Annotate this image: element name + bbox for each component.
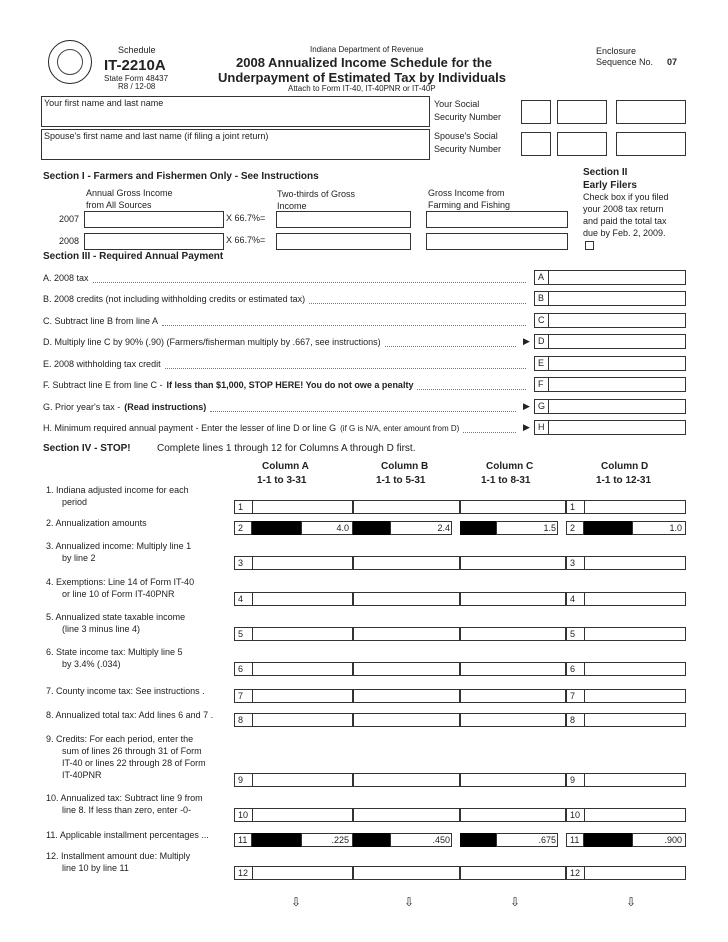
line-number: 7 bbox=[570, 691, 576, 701]
column-c-line-8-field[interactable] bbox=[460, 713, 566, 727]
column-b-line-9-field[interactable] bbox=[353, 773, 460, 787]
column-b-line-12-field[interactable] bbox=[353, 866, 460, 880]
section3-amount-field-d[interactable] bbox=[548, 334, 686, 349]
column-heading-name: Column B bbox=[381, 461, 429, 472]
section3-letter: C bbox=[538, 315, 545, 325]
state-form-number: State Form 48437 bbox=[104, 74, 169, 83]
department-name: Indiana Department of Revenue bbox=[310, 45, 424, 54]
section3-amount-field-c[interactable] bbox=[548, 313, 686, 328]
section3-line-text: A. 2008 tax bbox=[43, 273, 89, 283]
column-preset-value: .225 bbox=[331, 835, 349, 845]
section3-letter-box-a bbox=[534, 270, 549, 285]
multiplier-2008: X 66.7%= bbox=[226, 235, 266, 245]
line-number: 10 bbox=[238, 810, 249, 820]
section3-amount-field-f[interactable] bbox=[548, 377, 686, 392]
arrow-down-icon: ⇩ bbox=[626, 895, 637, 909]
line-number: 2 bbox=[238, 523, 244, 533]
column-heading-name: Column C bbox=[486, 461, 534, 472]
line-number: 3 bbox=[238, 558, 244, 568]
column-preset-value: .675 bbox=[538, 835, 556, 845]
section3-letter: G bbox=[538, 401, 546, 411]
arrow-right-icon: ▶ bbox=[523, 422, 530, 432]
dotted-leader bbox=[463, 432, 516, 433]
line-number: 1 bbox=[238, 502, 244, 512]
section3-letter: F bbox=[538, 379, 544, 389]
form-revision: R8 / 12-08 bbox=[118, 82, 156, 91]
section4-line-label: IT-40PNR bbox=[62, 770, 102, 780]
section3-line-emphasis: If less than $1,000, STOP HERE! You do not owe a penalty bbox=[166, 380, 414, 390]
column-c-line-1-field[interactable] bbox=[460, 500, 566, 514]
line-number: 4 bbox=[570, 594, 576, 604]
section3-line-text: D. Multiply line C by 90% (.90) (Farmers/fisherman multiply by .667, see instructions) bbox=[43, 337, 381, 347]
line-number-divider bbox=[584, 662, 585, 676]
column-preset-value: .450 bbox=[432, 835, 450, 845]
column-heading-range: 1-1 to 5-31 bbox=[376, 475, 426, 486]
section3-amount-field-h[interactable] bbox=[548, 420, 686, 435]
spouse-name-label: Spouse's first name and last name (if filing a joint return) bbox=[44, 131, 269, 141]
section3-amount-field-a[interactable] bbox=[548, 270, 686, 285]
section3-amount-field-b[interactable] bbox=[548, 291, 686, 306]
attach-note: Attach to Form IT-40, IT-40PNR or IT-40P bbox=[288, 84, 436, 93]
column-c-line-9-field[interactable] bbox=[460, 773, 566, 787]
section4-line-label: 2. Annualization amounts bbox=[46, 518, 147, 528]
line-number: 6 bbox=[570, 664, 576, 674]
section4-line-label: 10. Annualized tax: Subtract line 9 from bbox=[46, 793, 203, 803]
line-number-divider bbox=[252, 713, 253, 727]
line-number-divider bbox=[584, 808, 585, 822]
section4-line-label: IT-40 or lines 22 through 28 of Form bbox=[62, 758, 206, 768]
arrow-down-icon: ⇩ bbox=[510, 895, 521, 909]
ssn-label-line2: Security Number bbox=[434, 112, 502, 122]
column-c-line-5-field[interactable] bbox=[460, 627, 566, 641]
section1-col2-label-a: Two-thirds of Gross bbox=[277, 189, 356, 199]
section3-amount-field-g[interactable] bbox=[548, 399, 686, 414]
line-number-divider bbox=[252, 808, 253, 822]
arrow-right-icon: ▶ bbox=[523, 336, 530, 346]
column-b-line-1-field[interactable] bbox=[353, 500, 460, 514]
shaded-block bbox=[252, 833, 301, 847]
section3-letter: D bbox=[538, 336, 545, 346]
dotted-leader bbox=[417, 389, 526, 390]
section3-letter: E bbox=[538, 358, 545, 368]
line-number: 8 bbox=[238, 715, 244, 725]
line-number: 11 bbox=[570, 835, 580, 845]
section3-amount-field-e[interactable] bbox=[548, 356, 686, 371]
dotted-leader bbox=[162, 325, 526, 326]
section3-letter: A bbox=[538, 272, 545, 282]
section3-letter-box-b bbox=[534, 291, 549, 306]
shaded-block bbox=[252, 521, 301, 535]
dotted-leader bbox=[385, 346, 516, 347]
column-c-line-4-field[interactable] bbox=[460, 592, 566, 606]
section2-text-2: your 2008 tax return bbox=[583, 204, 664, 214]
column-b-line-8-field[interactable] bbox=[353, 713, 460, 727]
two-thirds-2007-field[interactable] bbox=[276, 211, 411, 228]
line-number-divider bbox=[252, 500, 253, 514]
multiplier-2007: X 66.7%= bbox=[226, 213, 266, 223]
column-b-line-7-field[interactable] bbox=[353, 689, 460, 703]
section4-line-label: line 8. If less than zero, enter -0- bbox=[62, 805, 192, 815]
line-number: 7 bbox=[238, 691, 244, 701]
column-preset-value: 1.0 bbox=[669, 523, 682, 533]
section3-letter-box-e bbox=[534, 356, 549, 371]
section4-subtitle: Complete lines 1 through 12 for Columns A through D first. bbox=[157, 443, 416, 454]
column-preset-value: .900 bbox=[664, 835, 682, 845]
column-c-line-3-field[interactable] bbox=[460, 556, 566, 570]
spouse-ssn-box-3[interactable] bbox=[616, 132, 686, 156]
column-heading-range: 1-1 to 12-31 bbox=[596, 475, 652, 486]
taxpayer-name-label: Your first name and last name bbox=[44, 98, 164, 108]
state-seal-icon bbox=[48, 40, 92, 84]
line-number: 11 bbox=[238, 835, 248, 845]
dotted-leader bbox=[309, 303, 526, 304]
section3-line-text: G. Prior year's tax - bbox=[43, 402, 121, 412]
dotted-leader bbox=[165, 368, 526, 369]
section3-letter-box-f bbox=[534, 377, 549, 392]
line-number-divider bbox=[252, 627, 253, 641]
sequence-label: Sequence No. bbox=[596, 57, 654, 67]
column-preset-value: 1.5 bbox=[543, 523, 556, 533]
section4-line-label: 9. Credits: For each period, enter the bbox=[46, 734, 194, 744]
line-number: 9 bbox=[570, 775, 576, 785]
line-number-divider bbox=[252, 689, 253, 703]
section4-line-label: period bbox=[62, 497, 88, 507]
form-title-line2: Underpayment of Estimated Tax by Individuals bbox=[218, 70, 506, 85]
line-number: 1 bbox=[570, 502, 576, 512]
spouse-ssn-box-2[interactable] bbox=[557, 132, 607, 156]
section4-line-label: 4. Exemptions: Line 14 of Form IT-40 bbox=[46, 577, 195, 587]
section4-line-label: 3. Annualized income: Multiply line 1 bbox=[46, 541, 192, 551]
section3-line-text: E. 2008 withholding tax credit bbox=[43, 359, 161, 369]
line-number-divider bbox=[252, 662, 253, 676]
line-number-divider bbox=[584, 500, 585, 514]
arrow-right-icon: ▶ bbox=[523, 401, 530, 411]
section4-line-label: 8. Annualized total tax: Add lines 6 and 7 . bbox=[46, 710, 214, 720]
section1-col2-label-b: Income bbox=[277, 201, 307, 211]
column-c-line-10-field[interactable] bbox=[460, 808, 566, 822]
section4-line-label: 1. Indiana adjusted income for each bbox=[46, 485, 189, 495]
line-number: 5 bbox=[570, 629, 576, 639]
section4-line-label: 5. Annualized state taxable income bbox=[46, 612, 186, 622]
section1-year-2008: 2008 bbox=[59, 236, 80, 246]
line-number: 9 bbox=[238, 775, 244, 785]
section1-col1-label-a: Annual Gross Income bbox=[86, 188, 173, 198]
section4-line-label: 7. County income tax: See instructions . bbox=[46, 686, 205, 696]
form-title-line1: 2008 Annualized Income Schedule for the bbox=[236, 55, 492, 70]
gross-income-2008-field[interactable] bbox=[84, 233, 224, 250]
section3-letter-box-d bbox=[534, 334, 549, 349]
section2-text-4: due by Feb. 2, 2009. bbox=[583, 228, 666, 238]
column-c-line-6-field[interactable] bbox=[460, 662, 566, 676]
line-number-divider bbox=[252, 773, 253, 787]
section4-line-label: (line 3 minus line 4) bbox=[62, 624, 141, 634]
line-number: 3 bbox=[570, 558, 576, 568]
section1-col3-label-b: Farming and Fishing bbox=[428, 200, 511, 210]
line-number: 2 bbox=[570, 523, 576, 533]
line-number: 10 bbox=[570, 810, 581, 820]
enclosure-label: Enclosure bbox=[596, 46, 637, 56]
section2-text-3: and paid the total tax bbox=[583, 216, 667, 226]
line-number-divider bbox=[584, 689, 585, 703]
dotted-leader bbox=[93, 282, 526, 283]
column-heading-name: Column A bbox=[262, 461, 309, 472]
section3-line-text: H. Minimum required annual payment - Enter the lesser of line D or line G bbox=[43, 423, 337, 433]
column-b-line-10-field[interactable] bbox=[353, 808, 460, 822]
spouse-ssn-label-line1: Spouse's Social bbox=[434, 131, 498, 141]
section3-line-text: B. 2008 credits (not including withholding credits or estimated tax) bbox=[43, 294, 306, 304]
section2-title: Section II bbox=[583, 167, 628, 178]
line-number: 12 bbox=[570, 868, 581, 878]
column-preset-value: 4.0 bbox=[336, 523, 349, 533]
ssn-box-2[interactable] bbox=[557, 100, 607, 124]
arrow-down-icon: ⇩ bbox=[291, 895, 302, 909]
section3-line-text: F. Subtract line E from line C - bbox=[43, 380, 163, 390]
line-number: 4 bbox=[238, 594, 244, 604]
spouse-ssn-box-1[interactable] bbox=[521, 132, 551, 156]
section3-line-emphasis: (Read instructions) bbox=[124, 402, 207, 412]
line-number-divider bbox=[584, 592, 585, 606]
section4-line-label: by line 2 bbox=[62, 553, 96, 563]
line-number-divider bbox=[584, 713, 585, 727]
column-b-line-6-field[interactable] bbox=[353, 662, 460, 676]
farming-income-2007-field[interactable] bbox=[426, 211, 568, 228]
schedule-word: Schedule bbox=[118, 45, 156, 55]
section3-line-text: C. Subtract line B from line A bbox=[43, 316, 159, 326]
early-filer-checkbox[interactable] bbox=[585, 241, 594, 250]
sequence-number: 07 bbox=[667, 57, 678, 67]
shaded-block bbox=[584, 521, 632, 535]
section3-letter: B bbox=[538, 293, 545, 303]
column-b-line-4-field[interactable] bbox=[353, 592, 460, 606]
section3-line-note: (if G is N/A, enter amount from D) bbox=[340, 424, 460, 433]
section1-year-2007: 2007 bbox=[59, 214, 80, 224]
column-c-line-12-field[interactable] bbox=[460, 866, 566, 880]
gross-income-2007-field[interactable] bbox=[84, 211, 224, 228]
line-number: 6 bbox=[238, 664, 244, 674]
column-c-line-7-field[interactable] bbox=[460, 689, 566, 703]
section4-line-label: line 10 by line 11 bbox=[62, 863, 129, 873]
section4-line-label: sum of lines 26 through 31 of Form bbox=[62, 746, 202, 756]
section1-col1-label-b: from All Sources bbox=[86, 200, 152, 210]
line-number-divider bbox=[584, 866, 585, 880]
column-b-line-3-field[interactable] bbox=[353, 556, 460, 570]
ssn-label-line1: Your Social bbox=[434, 99, 480, 109]
section4-line-label: 11. Applicable installment percentages ... bbox=[46, 830, 209, 840]
section4-line-label: 6. State income tax: Multiply line 5 bbox=[46, 647, 183, 657]
column-heading-name: Column D bbox=[601, 461, 649, 472]
ssn-box-3[interactable] bbox=[616, 100, 686, 124]
form-id: IT-2210A bbox=[104, 57, 166, 74]
line-number-divider bbox=[252, 866, 253, 880]
column-preset-value: 2.4 bbox=[437, 523, 450, 533]
line-number: 12 bbox=[238, 868, 249, 878]
section1-title: Section I - Farmers and Fishermen Only - See Instructions bbox=[43, 171, 319, 182]
section4-title: Section IV - STOP! bbox=[43, 443, 131, 454]
section3-letter-box-h bbox=[534, 420, 549, 435]
section3-letter-box-c bbox=[534, 313, 549, 328]
section4-line-label: or line 10 of Form IT-40PNR bbox=[62, 589, 175, 599]
line-number: 8 bbox=[570, 715, 576, 725]
line-number-divider bbox=[252, 592, 253, 606]
dotted-leader bbox=[210, 411, 516, 412]
line-number-divider bbox=[252, 556, 253, 570]
line-number-divider bbox=[584, 627, 585, 641]
line-number-divider bbox=[584, 773, 585, 787]
ssn-box-1[interactable] bbox=[521, 100, 551, 124]
farming-income-2008-field[interactable] bbox=[426, 233, 568, 250]
section2-subtitle: Early Filers bbox=[583, 180, 637, 191]
section4-line-label: by 3.4% (.034) bbox=[62, 659, 121, 669]
line-number: 5 bbox=[238, 629, 244, 639]
spouse-ssn-label-line2: Security Number bbox=[434, 144, 502, 154]
section3-title: Section III - Required Annual Payment bbox=[43, 251, 224, 262]
section3-letter: H bbox=[538, 422, 545, 432]
section4-line-label: 12. Installment amount due: Multiply bbox=[46, 851, 191, 861]
column-b-line-5-field[interactable] bbox=[353, 627, 460, 641]
section2-text-1: Check box if you filed bbox=[583, 192, 669, 202]
column-heading-range: 1-1 to 8-31 bbox=[481, 475, 531, 486]
section1-col3-label-a: Gross Income from bbox=[428, 188, 505, 198]
shaded-block bbox=[584, 833, 632, 847]
line-number-divider bbox=[584, 556, 585, 570]
arrow-down-icon: ⇩ bbox=[404, 895, 415, 909]
two-thirds-2008-field[interactable] bbox=[276, 233, 411, 250]
column-heading-range: 1-1 to 3-31 bbox=[257, 475, 307, 486]
section3-letter-box-g bbox=[534, 399, 549, 414]
